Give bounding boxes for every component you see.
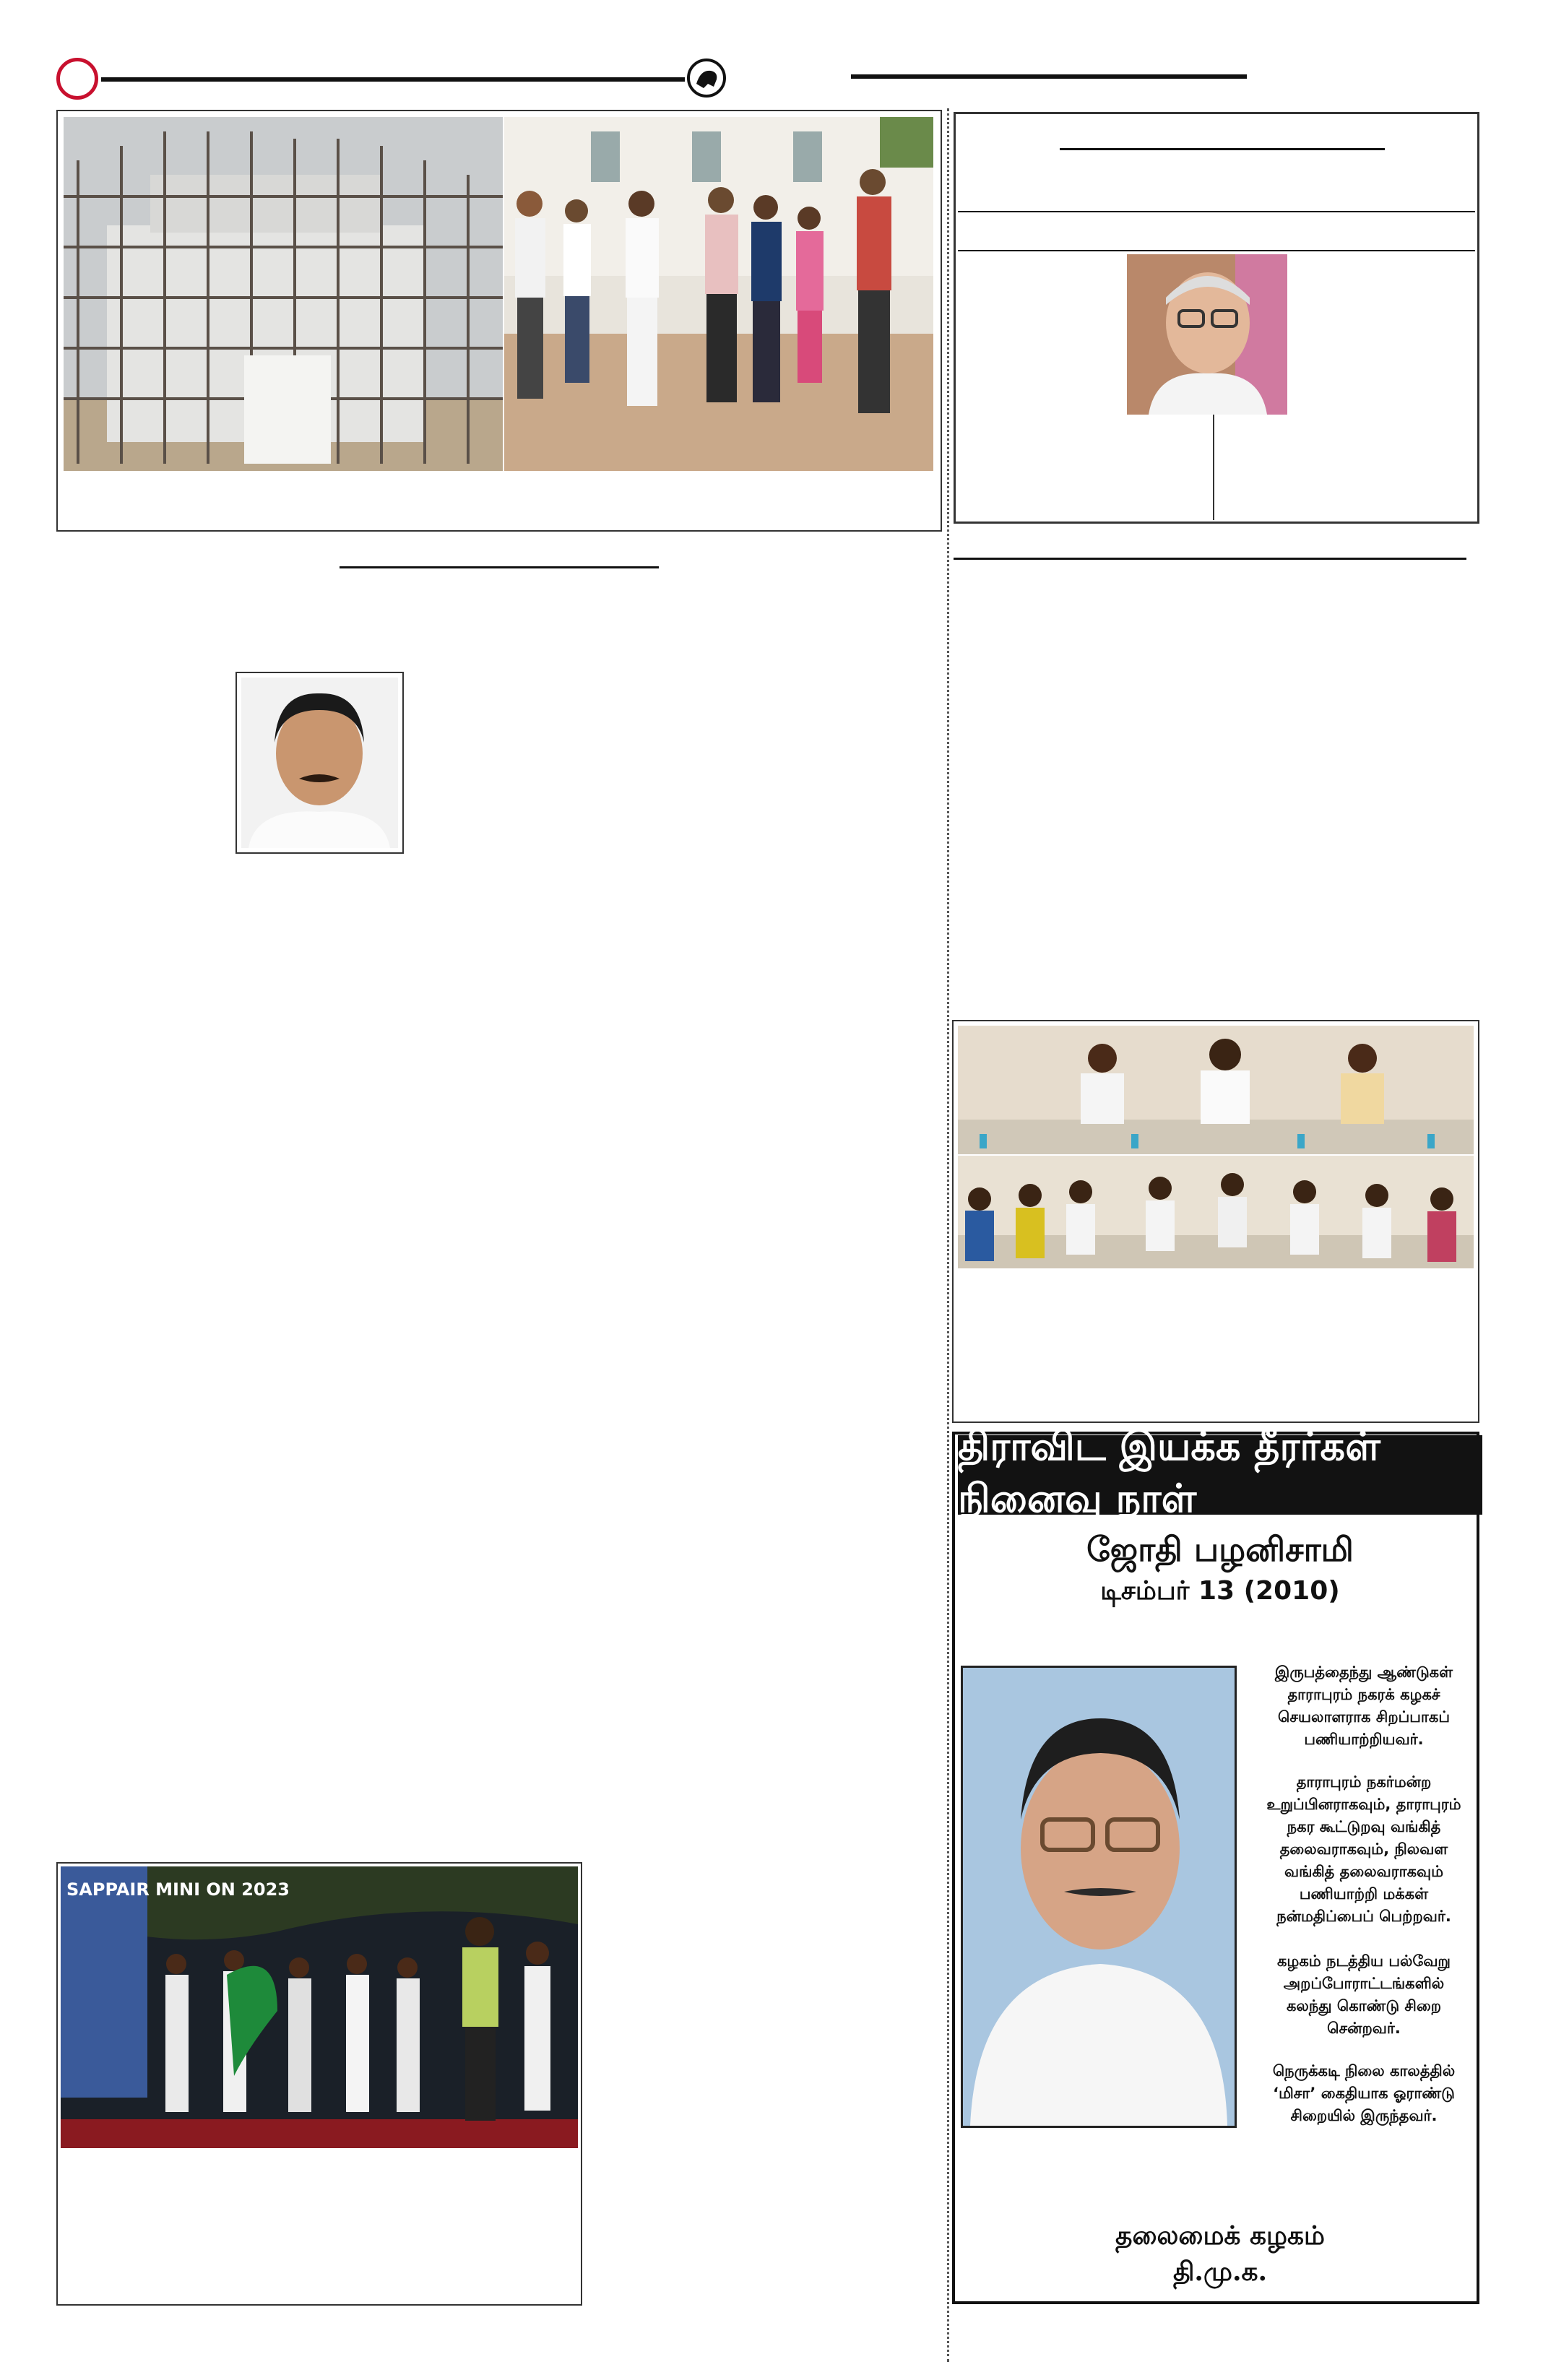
memorial-portrait: [961, 1666, 1237, 2128]
header-logo-circle: [56, 58, 98, 100]
top-right-rule-2: [958, 211, 1475, 212]
portrait-photo-right: [1127, 254, 1287, 415]
memorial-date: டிசம்பர் 13 (2010): [1100, 1576, 1340, 1606]
header-rule-left: [101, 77, 685, 82]
top-right-rule-3: [958, 250, 1475, 251]
marathon-photo: [61, 1866, 578, 2148]
meeting-photo-top: [958, 1026, 1474, 1154]
left-headline-rule: [340, 566, 659, 568]
memorial-name: ஜோதி பழனிசாமி: [1086, 1530, 1354, 1569]
top-right-rule-1: [1060, 148, 1385, 150]
construction-photo: [64, 117, 503, 471]
meeting-photo-bottom: [958, 1156, 1474, 1268]
marathon-banner-text: SAPPAIR MINI ON 2023: [66, 1879, 290, 1900]
portrait-photo-left: [241, 678, 398, 848]
header-rule-right: [851, 74, 1247, 79]
memorial-bio-2: தாராபுரம் நகர்மன்ற உறுப்பினராகவும், தாராபுரம் நகர கூட்டுறவு வங்கித் தலைவராகவும், நிலவள வங்கித் தலைவராகவும் பணியாற்றி மக்கள் நன்மதிப்பைப் பெற்றவர்.: [1266, 1773, 1461, 1925]
memorial-bio-3: கழகம் நடத்திய பல்வேறு அறப்போராட்டங்களில் கலந்து கொண்டு சிறை சென்றவர்.: [1277, 1952, 1451, 2037]
memorial-bio-4: நெருக்கடி நிலை காலத்தில் ‘மிசா’ கைதியாக ஓராண்டு சிறையில் இருந்தவர்.: [1272, 2062, 1456, 2124]
right-headline-rule: [954, 558, 1466, 560]
memorial-banner: திராவிட இயக்க தீரர்கள் நினைவு நாள்: [958, 1435, 1482, 1515]
inspection-photo: [504, 117, 933, 471]
memorial-footer-1: தலைமைக் கழகம்: [1115, 2220, 1325, 2251]
column-separator: [947, 108, 949, 2362]
memorial-bio-1: இருபத்தைந்து ஆண்டுகள் தாராபுரம் நகரக் கழகச் செயலாளராக சிறப்பாகப் பணியாற்றியவர்.: [1274, 1663, 1453, 1748]
rising-sun-emblem-icon: [686, 58, 727, 98]
memorial-footer-2: தி.மு.க.: [1172, 2256, 1268, 2287]
top-right-divider: [1213, 415, 1214, 520]
